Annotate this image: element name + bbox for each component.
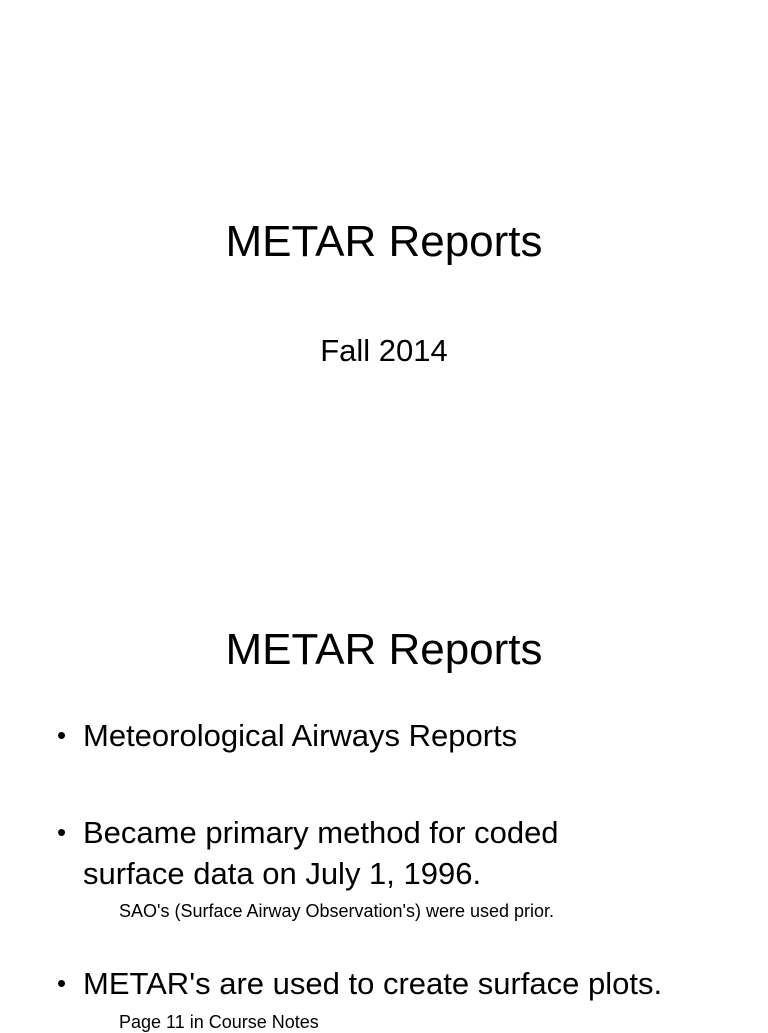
- bullet-text: METAR's are used to create surface plots.: [83, 966, 663, 1001]
- bullet-icon: •: [57, 817, 67, 847]
- bullet-icon: •: [57, 720, 67, 750]
- bullet-sub-note: SAO's (Surface Airway Observation's) were used prior.: [119, 901, 555, 921]
- slide-subtitle: Fall 2014: [320, 333, 448, 368]
- title-slide: [0, 0, 768, 512]
- bullet-text: Meteorological Airways Reports: [83, 718, 518, 753]
- bullet-icon: •: [57, 968, 67, 998]
- bullet-text: [83, 812, 743, 894]
- bullet-text-line: surface data on July 1, 1996.: [83, 856, 482, 891]
- content-slide: [0, 512, 768, 1032]
- bullet-sub-note: Page 11 in Course Notes: [119, 1012, 319, 1032]
- bullet-text-line: Became primary method for coded: [83, 815, 559, 850]
- slide-title: METAR Reports: [225, 217, 543, 266]
- slide-title: METAR Reports: [225, 625, 543, 674]
